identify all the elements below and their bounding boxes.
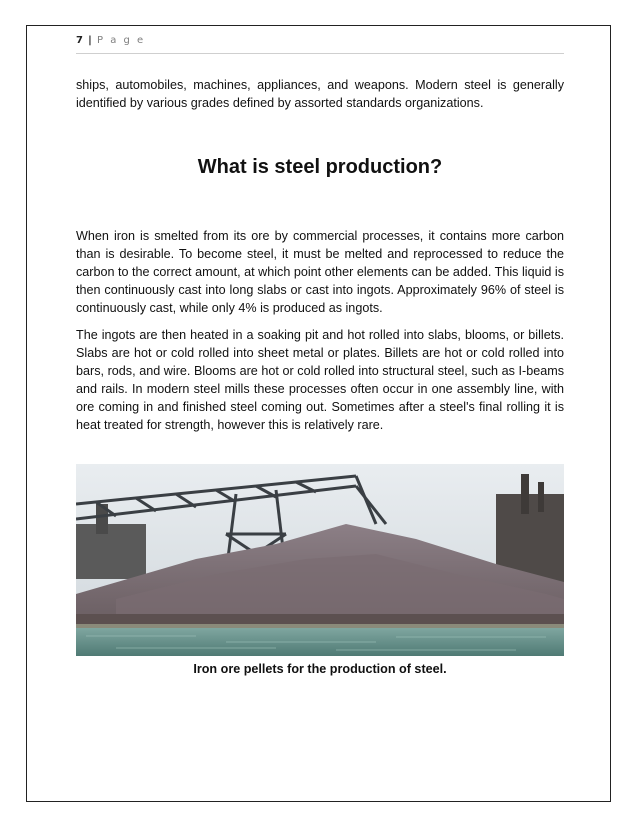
section-body — [76, 227, 564, 443]
page-number: 7 — [76, 35, 83, 46]
header-separator: | — [88, 35, 92, 46]
intro-block — [76, 76, 564, 112]
page-label: P a g e — [97, 35, 146, 46]
iron-ore-illustration — [76, 464, 564, 656]
page-header — [76, 35, 564, 54]
section-title: What is steel production? — [197, 156, 443, 178]
figure-caption: Iron ore pellets for the production of steel. — [193, 662, 447, 676]
iron-ore-photo — [76, 464, 564, 656]
paragraph-2: The ingots are then heated in a soaking pit and hot rolled into slabs, blooms, or billets. Slabs are hot or cold rolled into sheet metal or plates. Billets are hot or cold rolled into bars, rods, and wire. Blooms are hot or cold rolled into structural steel, such as I-beams and rails. In modern steel mills these processes often occur in one assembly line, with ore coming in and finished steel coming out. Sometimes after a steel's final rolling it is heat treated for strength, however this is relatively rare. — [76, 328, 564, 432]
paragraph-1: When iron is smelted from its ore by commercial processes, it contains more carbon than is desirable. To become steel, it must be melted and reprocessed to reduce the carbon to the correct amount, at which point other elements can be added. This liquid is then continuously cast into long slabs or cast into ingots. Approximately 96% of steel is continuously cast, while only 4% is produced as ingots. — [76, 229, 564, 315]
intro-paragraph: ships, automobiles, machines, appliances, and weapons. Modern steel is generally identified by various grades defined by assorted standards organizations. — [76, 78, 564, 110]
